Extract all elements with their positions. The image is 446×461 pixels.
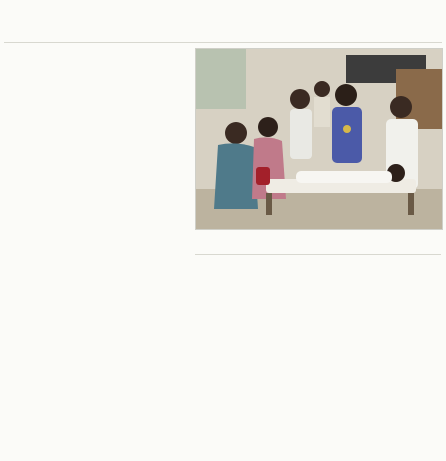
news-photo bbox=[195, 48, 443, 230]
lead-paragraph bbox=[8, 66, 190, 260]
photo-caption bbox=[195, 230, 441, 255]
headline bbox=[4, 2, 442, 43]
dateline bbox=[8, 44, 190, 64]
article-body bbox=[8, 262, 440, 458]
